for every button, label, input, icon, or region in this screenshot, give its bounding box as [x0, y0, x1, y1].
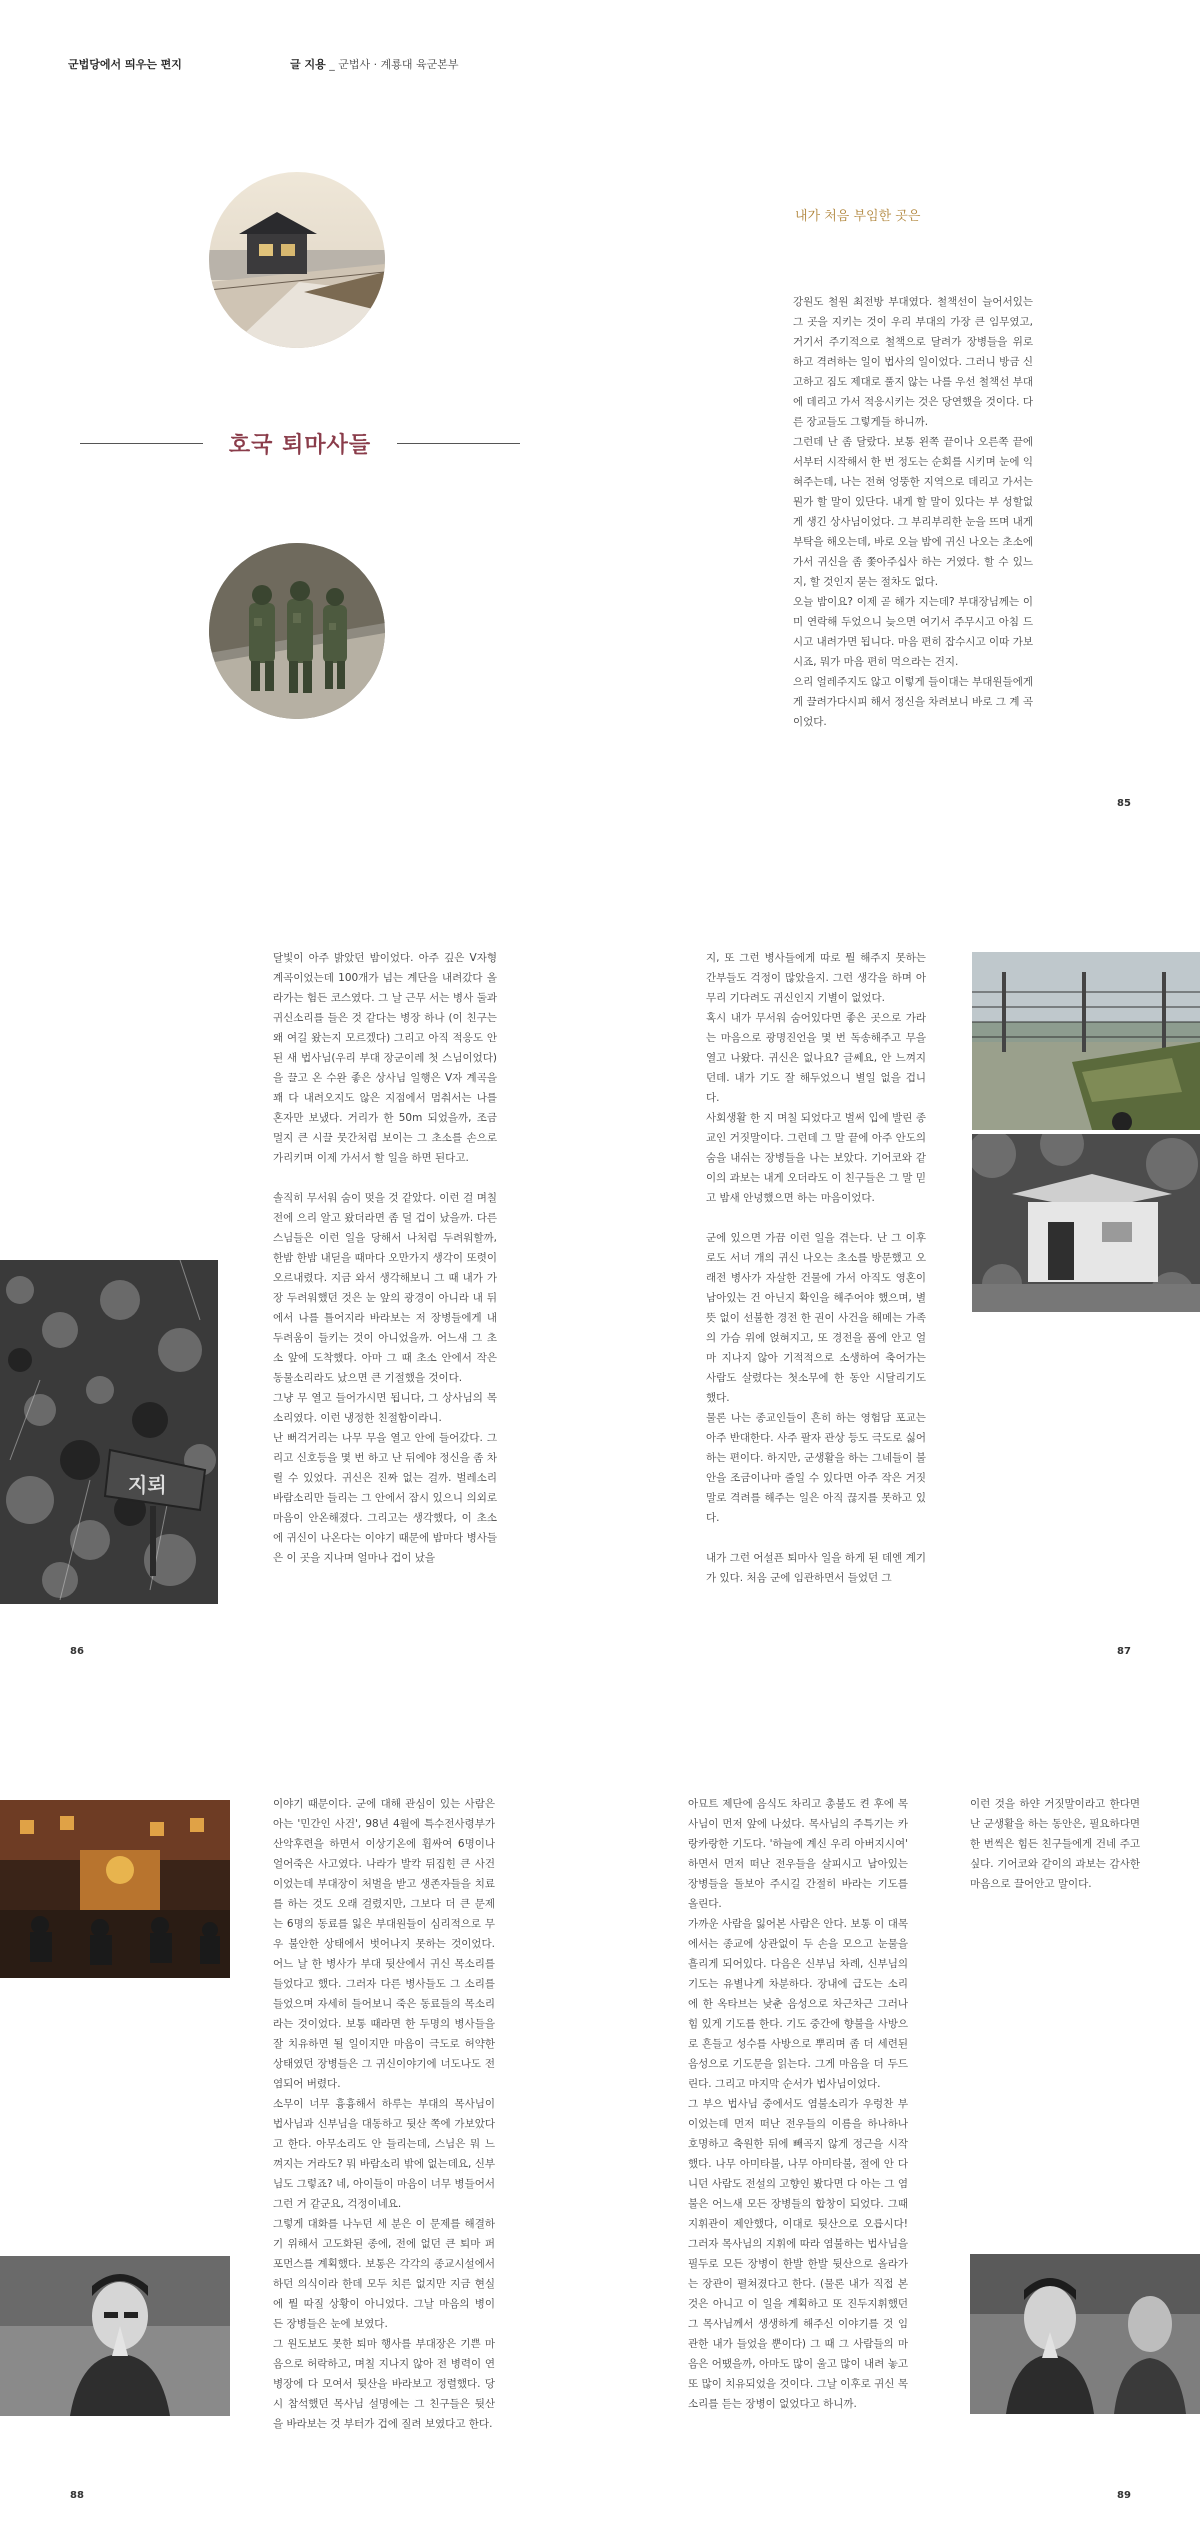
byline	[290, 56, 458, 72]
paragraph: 군에 있으면 가끔 이런 일을 겪는다. 난 그 이후로도 서너 개의 귀신 나오는 초소를 방문했고 오래전 병사가 자살한 건물에 가서 아직도 영혼이 남아있는 건 아닌지 확인을 해주어야 했으며, 별 뜻 없이 선불한 경전 한 권이 사건을 해메는 가족의 가슴 위에 얹혀지고, 또 경전을 품에 안고 얼마 지나지 않아 기적적으로 소생하여 축어가는 사람도 살렸다는 첫소무에 한 동안 시달리기도 했다.	[706, 1232, 926, 1404]
paragraph: 그 부으 법사님 중에서도 염불소리가 우렁찬 부이었는데 먼저 떠난 전우들의 이름을 하나하나 호명하고 축원한 뒤에 빼곡지 않게 정근을 시작했다. 나무 아미타불, 나무 아미타불, 절에 안 다니던 사람도 전설의 고향인 봤다면 다 아는 그 염불은 어느새 모든 장병들의 합창이 되었다. 그때 지휘관이 제안했다, 이대로 뒷산으로 오릅시다! 그러자 목사님의 지휘에 따라 염불하는 법사님을 필두로 모든 장병이 한발 한발 뒷산으로 올라가는 장관이 펼쳐졌다고 한다. (물론 내가 직접 본 것은 아니고 이 일을 계획하고 또 진두지휘했던 그 목사님께서 생생하게 해주신 이야기를 것 임관한 내가 들었을 뿐이다) 그 때 그 사람들의 마음은 어땠을까, 아마도 많이 울고 많이 내려 놓고 또 많이 치유되었을 것이다. 그날 이후로 귀신 목소리를 듣는 장병이 없었다고 하니까.	[688, 2098, 908, 2410]
paragraph: 강원도 철원 최전방 부대였다. 철책선이 늘어서있는 그 곳을 지키는 것이 우리 부대의 가장 큰 임무였고, 거기서 주기적으로 철책으로 달려가 장병들을 위로 하고 격려하는 일이 법사의 일이었다. 그러니 방금 신고하고 짐도 제대로 풀지 않는 나를 우선 철책선 부대에 데리고 가서 적응시키는 것은 당연했을 것이다. 다른 장교들도 그렇게들 하니까.	[793, 296, 1033, 428]
page-number-88: 88	[70, 2490, 84, 2501]
byline-affiliation: _ 군법사 · 계룡대 육군본부	[329, 58, 459, 71]
hut-photo	[972, 1134, 1200, 1312]
spread2-right-body	[706, 948, 926, 1588]
subheading: 내가 처음 부임한 곳은	[795, 209, 921, 224]
byline-label: 글 지용	[290, 58, 326, 71]
paragraph: 오늘 밤이요? 이제 곧 해가 지는데? 부대장님께는 이미 연락해 두었으니 늦으면 여기서 주무시고 아침 드시고 내려가면 됩니다. 마음 편히 잡수시고 이따 가보시죠, 뭐가 마음 편히 먹으라는 건지.	[793, 596, 1033, 668]
publication-title: 군법당에서 띄우는 편지	[68, 58, 182, 71]
paragraph: 혹시 내가 무서워 숨어있다면 좋은 곳으로 가라는 마음으로 광명진언을 몇 번 독송해주고 무을 열고 나왔다. 귀신은 없나요? 글쎄요, 안 느껴지던데. 내가 기도 잘 해두었으니 별일 없을 겁니다.	[706, 1012, 926, 1104]
paragraph: 그렇게 대화를 나누던 세 분은 이 문제를 해결하기 위해서 고도화된 종에, 전에 없던 큰 퇴마 퍼포먼스를 계획했다. 보통은 각각의 종교시설에서 하던 의식이라 한데 모두 치른 없지만 지금 현실에 뭘 따질 상황이 아니었다. 그날 마음의 병이 든 장병들은 눈에 보였다.	[273, 2218, 495, 2330]
guard-post-circle-photo	[209, 172, 385, 348]
ceremony-photo	[0, 1800, 230, 1978]
paragraph: 지, 또 그런 병사들에게 따로 뭘 해주지 못하는 간부들도 걱정이 많았을지. 그런 생각을 하며 아무리 기다려도 귀신인지 기별이 없었다.	[706, 952, 926, 1004]
spread2-left-body	[273, 948, 497, 1568]
spread3-col2-body	[688, 1794, 908, 2414]
page-number-89: 89	[1117, 2490, 1131, 2501]
section-title-row	[80, 428, 520, 458]
paragraph: 난 뻐걱거리는 나무 무을 열고 안에 들어갔다. 그리고 신호등을 몇 번 하고 난 뒤에야 정신을 좀 차릴 수 있었다. 귀신은 진짜 없는 걸까. 벌레소리 바람소리만 들리는 그 안에서 잠시 있으니 의외로 마음이 안온해졌다. 그리고는 생각했다, 이 초소에 귀신이 나온다는 이야기 때문에 밤마다 병사들은 이 곳을 지나며 얼마나 겁이 났을	[273, 1432, 497, 1564]
svg-text:지뢰: 지뢰	[128, 1473, 167, 1497]
title-rule-left	[80, 443, 203, 444]
praying-soldiers-photo-right	[970, 2254, 1200, 2414]
section-title: 호국 퇴마사들	[228, 432, 372, 458]
paragraph: 으리 얼레주지도 않고 이렇게 들이대는 부대원들에게 게 끌려가다시피 해서 정신을 차려보니 바로 그 계 곡이었다.	[793, 676, 1033, 728]
paragraph: 사회생활 한 지 며칠 되었다고 벌써 입에 발린 종교인 거짓말이다. 그런데 그 말 끝에 아주 안도의 숨을 내쉬는 장병들을 나는 보았다. 기어코와 같이의 과보는 내게 오더라도 이 친구들은 그 말 믿고 밤새 안녕했으면 하는 마음이었다.	[706, 1112, 926, 1204]
praying-soldier-photo-left	[0, 2256, 230, 2416]
paragraph: 가까운 사람을 잃어본 사람은 안다. 보통 이 대목에서는 종교에 상관없이 두 손을 모으고 눈물을 흘리게 되어있다. 다음은 신부님 차례, 신부님의 기도는 유별나게 차분하다. 장내에 급도는 소리에 한 옥타브는 낮춘 음성으로 차근차근 그러나 힘 있게 기도를 한다. 기도 중간에 향불을 사방으로 흔들고 성수를 사방으로 뿌리며 좀 더 세련된 음성으로 기도문을 읽는다. 그게 마음을 더 두드린다. 그리고 마지막 순서가 법사님이었다.	[688, 1918, 908, 2090]
page-number-85: 85	[1117, 798, 1131, 809]
paragraph: 그런데 난 좀 달랐다. 보통 왼쪽 끝이나 오른쪽 끝에서부터 시작해서 한 번 정도는 순회를 시키며 눈에 익혀주는데, 나는 전혀 엉뚱한 지역으로 데리고 가서는 뭔가 할 말이 있단다. 내게 할 말이 있다는 부 성할없게 생긴 상사님이었다. 그 부리부리한 눈을 뜨며 내게 부탁을 해오는데, 바로 오늘 밤에 귀신 나오는 초소에 가서 귀신을 좀 쫓아주십사 하는 거였다. 할 수 있느지, 할 것인지 묻는 절차도 없다.	[793, 436, 1033, 588]
paragraph: 이야기 때문이다. 군에 대해 관심이 있는 사람은 아는 '민간인 사건', 98년 4월에 특수전사령부가 산악후련을 하면서 이상기온에 휩싸여 6명이나 얼어죽은 사고였다. 나라가 발칵 뒤집힌 큰 사건이었는데 부대장이 처벌을 받고 생존자들을 치료를 하는 것도 오래 걸렸지만, 그보다 더 큰 문제는 6명의 동료를 잃은 부대원들이 심리적으로 무우 불안한 상태에서 벗어나지 못하는 것이었다. 어느 날 한 병사가 부대 뒷산에서 귀신 목소리를 들었다고 했다. 그러자 다른 병사들도 그 소리를 들었으며 자세히 들어보니 죽은 동료들의 목소리라는 것이었다. 보통 때라면 한 두명의 병사들을 잘 치유하면 될 일이지만 마음이 극도로 허약한 상태였던 장병들은 그 귀신이야기에 너도나도 전염되어 버렸다.	[273, 1798, 495, 2090]
forest-sign-photo	[0, 1260, 218, 1604]
paragraph: 소무이 너무 흉흉해서 하루는 부대의 목사님이 법사님과 신부님을 대동하고 뒷산 쪽에 가보았다고 한다. 아무소리도 안 들리는데, 스님은 뭐 느껴지는 거라도? 뭐 바람소리 밖에 없는데요, 신부님도 그렇죠? 네, 아이들이 마음이 너무 병들어서 그런 거 같군요, 걱정이네요.	[273, 2098, 495, 2210]
paragraph: 솔직히 무서워 숨이 멎을 것 같았다. 이런 걸 며칠 전에 으리 알고 왔더라면 좀 덜 겁이 났을까. 다른 스님들은 이런 일을 당해서 나처럼 두려워할까, 한밤 한밤 내딛을 때마다 오만가지 생각이 또렷이 오르내렸다. 지금 와서 생각해보니 그 때 내가 가장 두려워했던 것은 눈 앞의 광경이 아니라 내 뒤에서 나를 틀어지라 바라보는 저 장병들에게 내 두려움이 들키는 것이 아니었을까. 어느새 그 초소 앞에 도착했다. 아마 그 때 초소 안에서 작은 동물소리라도 났으면 큰 기절했을 것이다.	[273, 1192, 497, 1384]
paragraph: 달빛이 아주 밝았던 밤이었다. 아주 깊은 V자형 계곡이었는데 100개가 넘는 계단을 내려갔다 올라가는 험든 코스였다. 그 날 근무 서는 병사 둘과 귀신소리를 들은 것 같다는 병장 하나 (이 친구는 왜 여길 왔는지 모르겠다) 그리고 아직 적응도 안된 새 법사님(우리 부대 장군이레 첫 스님이었다)을 끌고 온 수완 좋은 상사님 일행은 V자 계곡을 꽤 다 내려오지도 않은 지점에서 멈춰서는 나를 혼자만 보냈다. 거리가 한 50m 되었을까, 조금 멀지 큰 시끌 뭇간처럼 보이는 그 초소를 손으로 가리키며 이제 가서서 할 일을 하면 된다고.	[273, 952, 497, 1164]
spread1-body	[793, 292, 1033, 732]
paragraph: 내가 그런 어설픈 퇴마사 일을 하게 된 데엔 계기가 있다. 처음 군에 임관하면서 들었던 그	[706, 1552, 926, 1584]
page-number-86: 86	[70, 1646, 84, 1657]
paragraph: 아묘트 제단에 음식도 차리고 총불도 켠 후에 목사님이 먼저 앞에 나섰다. 목사님의 주특기는 카랑카랑한 기도다. '하늘에 계신 우리 아버지시여' 하면서 먼저 떠난 전우들을 살피시고 남아있는 장병들을 돌보아 주시길 간절히 바라는 기도를 올린다.	[688, 1798, 908, 1910]
paragraph: 물론 나는 종교인들이 흔히 하는 영험담 포교는 아주 반대한다. 사주 팔자 관상 등도 극도로 싫어하는 편이다. 하지만, 군생활을 하는 그네들이 불안을 조금이나마 줄일 수 있다면 아주 작은 거짓말로 격려를 해주는 일은 아직 끊지를 못하고 있다.	[706, 1412, 926, 1524]
paragraph: 그 원도보도 못한 퇴마 행사를 부대장은 기쁜 마음으로 허락하고, 며칠 지나지 않아 전 병력이 연병장에 다 모여서 뒷산을 바라보고 정렬했다. 당시 참석했던 목사님 설명에는 그 친구들은 뒷산을 바라보는 것 부터가 겁에 질려 보였다고 한다.	[273, 2338, 495, 2430]
title-rule-right	[397, 443, 520, 444]
paragraph: 이런 것을 하얀 거짓말이라고 한다면 난 군생활을 하는 동안은, 필요하다면 한 번씩은 힘든 친구들에게 건네 주고 싶다. 기어코와 같이의 과보는 감사한 마음으로 끌어안고 말이다.	[970, 1798, 1140, 1890]
spread3-col3-body	[970, 1794, 1140, 1894]
soldiers-circle-photo	[209, 543, 385, 719]
spread3-col1-body	[273, 1794, 495, 2434]
fence-jeep-photo	[972, 952, 1200, 1130]
page-number-87: 87	[1117, 1646, 1131, 1657]
paragraph: 그냥 무 열고 들어가시면 됩니다, 그 상사님의 목소리였다. 이런 냉정한 친절함이라니.	[273, 1392, 497, 1424]
